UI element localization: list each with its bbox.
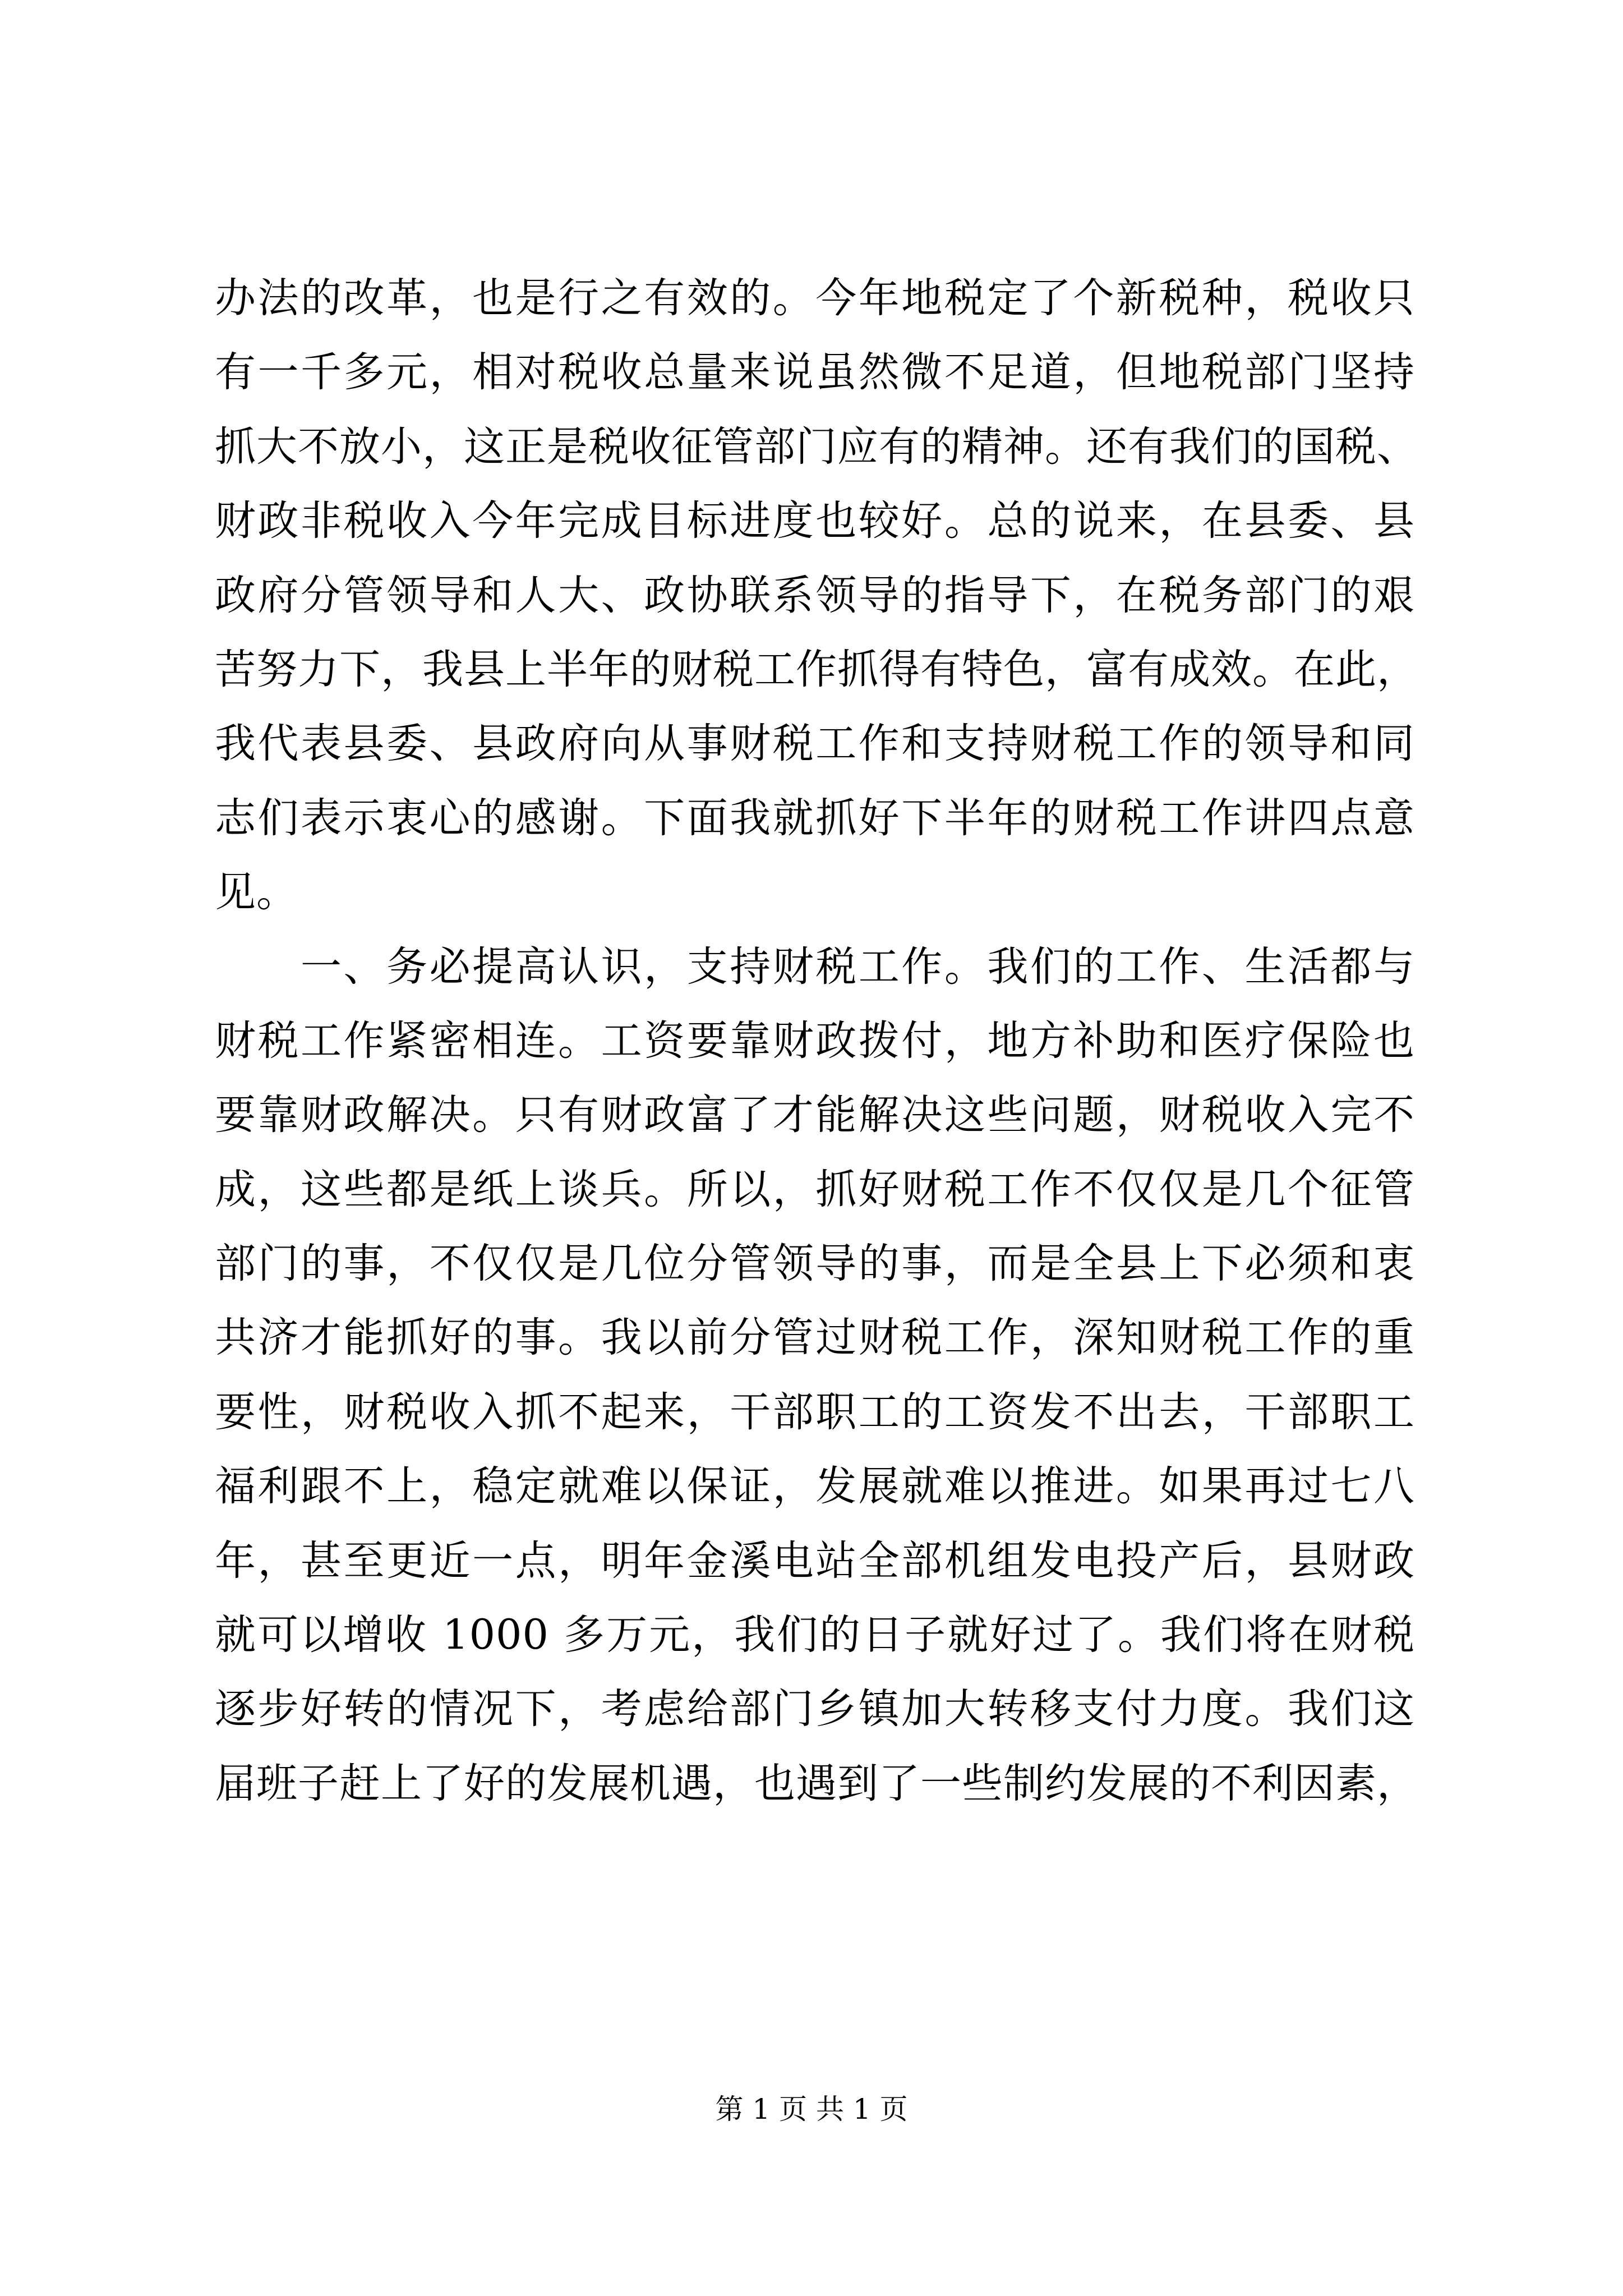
text-line: 见。 [215,868,298,917]
text-line: 部门的事，不仅仅是几位分管领导的事，而是全县上下必须和衷 [215,1240,1415,1288]
text-line: 有一千多元，相对税收总量来说虽然微不足道，但地税部门坚持 [215,348,1415,397]
text-line: 共济才能抓好的事。我以前分管过财税工作，深知财税工作的重 [215,1314,1415,1362]
text-line: 抓大不放小，这正是税收征管部门应有的精神。还有我们的国税、 [215,422,1418,471]
page-footer: 第 1 页 共 1 页 [715,2093,908,2125]
text-line: 志们表示衷心的感谢。下面我就抓好下半年的财税工作讲四点意 [215,794,1415,842]
text-line: 苦努力下，我县上半年的财税工作抓得有特色，富有成效。在此， [215,645,1418,693]
text-line: 福利跟不上，稳定就难以保证，发展就难以推进。如果再过七八 [215,1462,1415,1511]
text-line: 一、务必提高认识，支持财税工作。我们的工作、生活都与 [215,942,1415,991]
body-text [215,261,1418,1821]
text-line: 要性，财税收入抓不起来，干部职工的工资发不出去，干部职工 [215,1388,1415,1436]
text-line: 我代表县委、县政府向从事财税工作和支持财税工作的领导和同 [215,720,1415,768]
text-line: 就可以增收 1000 多万元，我们的日子就好过了。我们将在财税 [215,1611,1415,1659]
text-line: 逐步好转的情况下，考虑给部门乡镇加大转移支付力度。我们这 [215,1685,1415,1733]
text-line: 财政非税收入今年完成目标进度也较好。总的说来，在县委、县 [215,497,1415,545]
text-line: 年，甚至更近一点，明年金溪电站全部机组发电投产后，县财政 [215,1536,1415,1585]
text-line: 届班子赶上了好的发展机遇，也遇到了一些制约发展的不利因素， [215,1759,1418,1807]
text-line: 办法的改革，也是行之有效的。今年地税定了个新税种，税收只 [215,274,1415,322]
text-line: 要靠财政解决。只有财政富了才能解决这些问题，财税收入完不 [215,1091,1415,1139]
text-line: 成，这些都是纸上谈兵。所以，抓好财税工作不仅仅是几个征管 [215,1165,1415,1213]
text-line: 政府分管领导和人大、政协联系领导的指导下，在税务部门的艰 [215,571,1415,619]
text-line: 财税工作紧密相连。工资要靠财政拨付，地方补助和医疗保险也 [215,1016,1415,1065]
